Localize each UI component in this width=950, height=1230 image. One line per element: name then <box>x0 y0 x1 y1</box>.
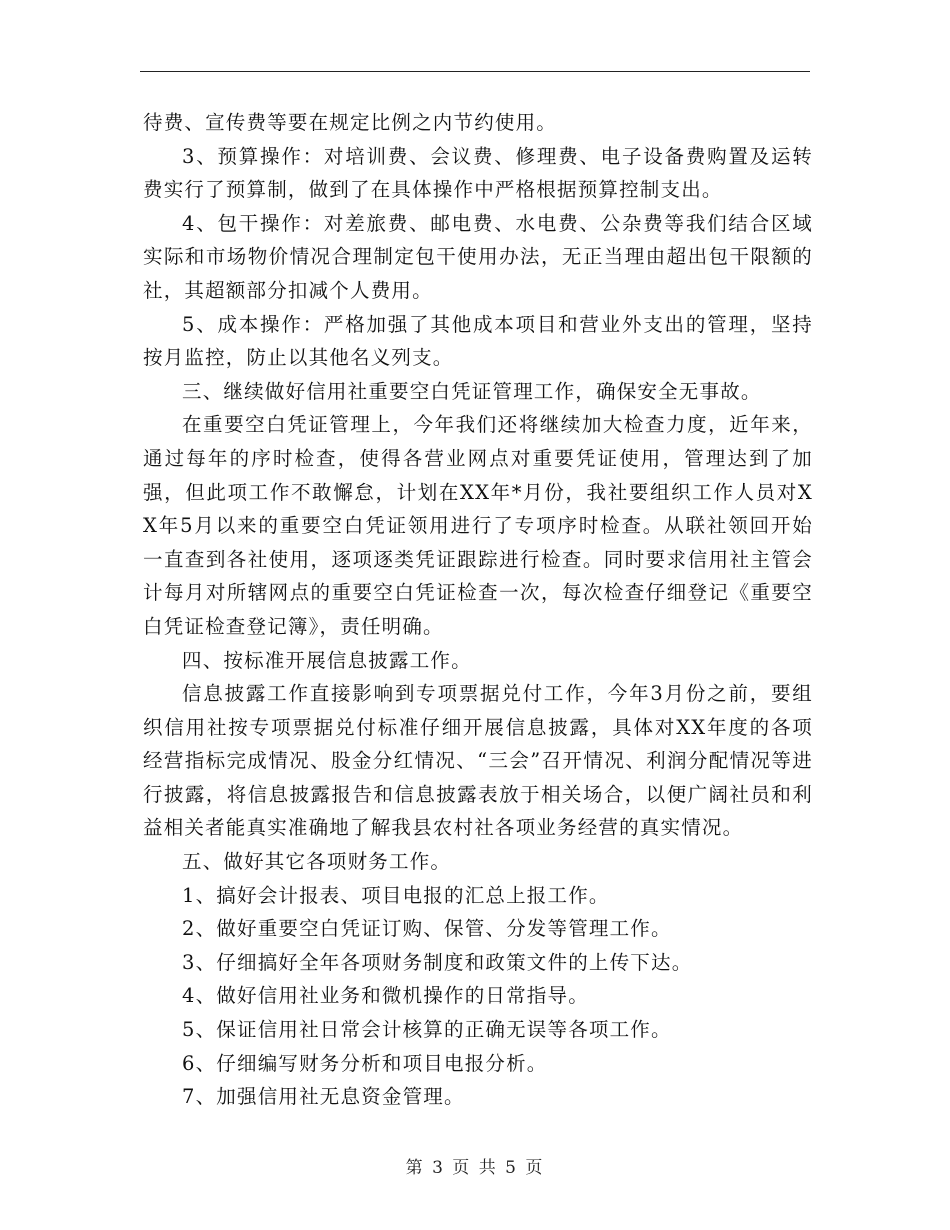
section-heading-4: 四、按标准开展信息披露工作。 <box>182 648 472 672</box>
paragraph-6: 信息披露工作直接影响到专项票据兑付工作，今年3月份之前，要组织信用社按专项票据兑付标准仔细开展信息披露，具体对XX年度的各项经营指标完成情况、股金分红情况、“三会”召开情况、利润分配情况等进行披露，将信息披露报告和信息披露表放于相关场合，以便广阔社员和利益相关者能真实准确地了解我县农村社各项业务经营的真实情况。 <box>143 682 813 840</box>
paragraph-2: 3、预算操作：对培训费、会议费、修理费、电子设备费购置及运转费实行了预算制，做到了在具体操作中严格根据预算控制支出。 <box>143 144 813 202</box>
list-item-3: 3、仔细搞好全年各项财务制度和政策文件的上传下达。 <box>182 950 693 974</box>
list-item-7: 7、加强信用社无息资金管理。 <box>182 1085 465 1109</box>
list-item-4: 4、做好信用社业务和微机操作的日常指导。 <box>182 984 589 1008</box>
list-item-2: 2、做好重要空白凭证订购、保管、分发等管理工作。 <box>182 917 672 941</box>
paragraph-1: 待费、宣传费等要在规定比例之内节约使用。 <box>143 111 558 134</box>
section-heading-3: 三、继续做好信用社重要空白凭证管理工作，确保安全无事故。 <box>182 379 762 403</box>
list-item-1: 1、搞好会计报表、项目电报的汇总上报工作。 <box>182 883 610 907</box>
paragraph-4: 5、成本操作：严格加强了其他成本项目和营业外支出的管理，坚持按月监控，防止以其他名义列支。 <box>143 312 813 370</box>
header-rule <box>140 71 810 72</box>
paragraph-3: 4、包干操作：对差旅费、邮电费、水电费、公杂费等我们结合区域实际和市场物价情况合理制定包干使用办法，无正当理由超出包干限额的社，其超额部分扣减个人费用。 <box>143 211 813 302</box>
document-body <box>143 106 813 1114</box>
section-heading-5: 五、做好其它各项财务工作。 <box>182 850 452 874</box>
paragraph-5: 在重要空白凭证管理上，今年我们还将继续加大检查力度，近年来，通过每年的序时检查，使得各营业网点对重要凭证使用，管理达到了加强，但此项工作不敢懈怠，计划在XX年*月份，我社要组织工作人员对XX年5月以来的重要空白凭证领用进行了专项序时检查。从联社领回开始一直查到各社使用，逐项逐类凭证跟踪进行检查。同时要求信用社主管会计每月对所辖网点的重要空白凭证检查一次，每次检查仔细登记《重要空白凭证检查登记簿》，责任明确。 <box>143 413 813 638</box>
page-number: 第 3 页 共 5 页 <box>405 1158 545 1178</box>
list-item-5: 5、保证信用社日常会计核算的正确无误等各项工作。 <box>182 1018 672 1042</box>
list-item-6: 6、仔细编写财务分析和项目电报分析。 <box>182 1051 548 1075</box>
